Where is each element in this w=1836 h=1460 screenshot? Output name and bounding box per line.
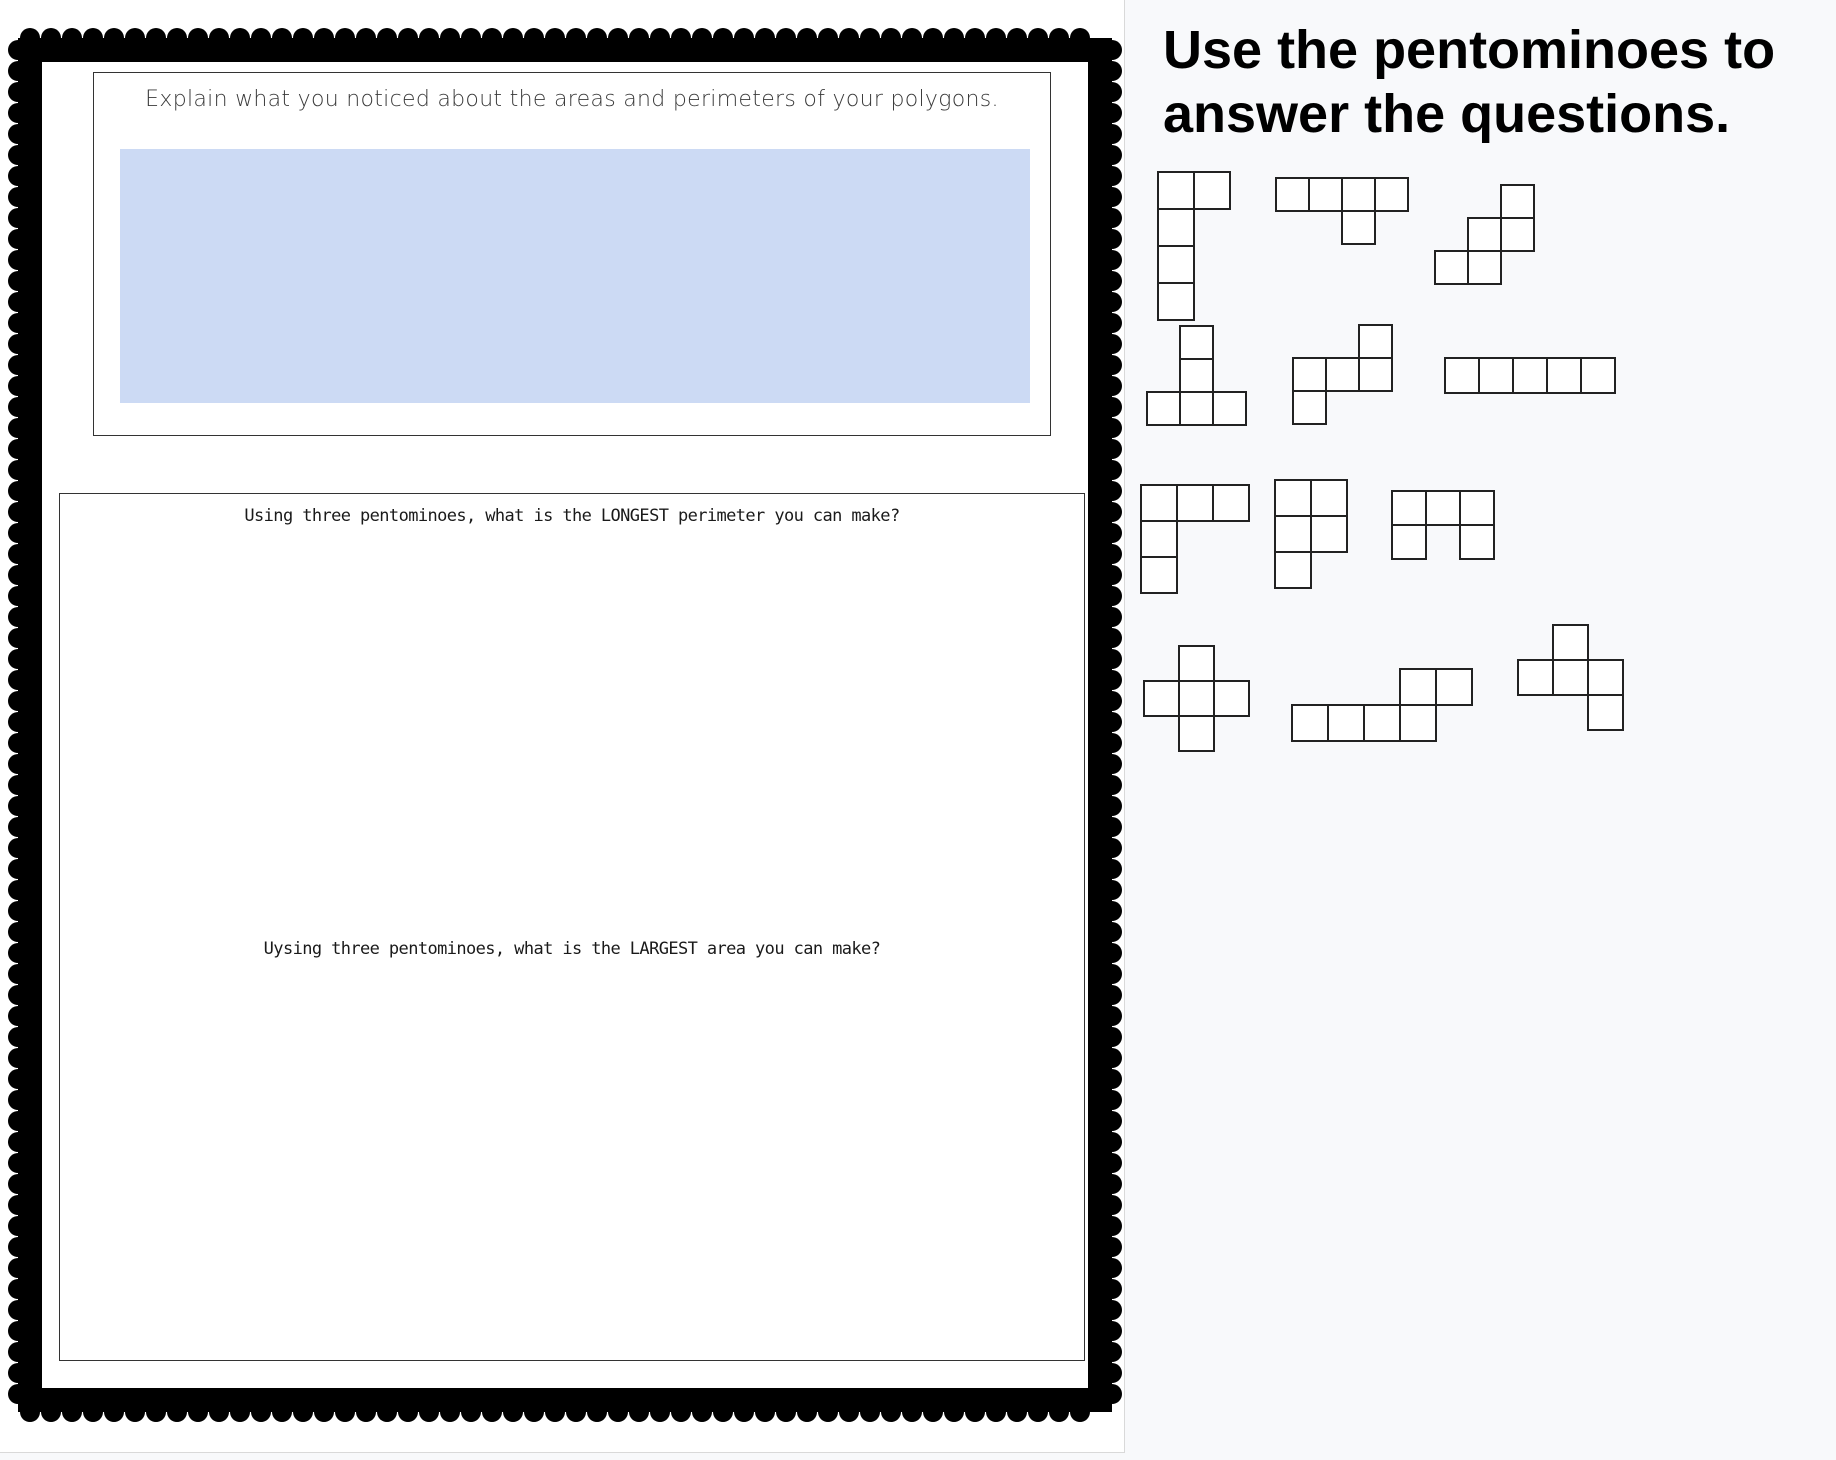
pentomino-y-shape[interactable] bbox=[1276, 178, 1408, 244]
pentomino-n-shape[interactable] bbox=[1293, 325, 1392, 424]
pentomino-t-shape[interactable] bbox=[1147, 326, 1246, 425]
instructions-title: Use the pentominoes to answer the questions. bbox=[1163, 20, 1776, 144]
pentomino-i-shape[interactable] bbox=[1445, 358, 1615, 393]
pentomino-w-shape[interactable] bbox=[1435, 185, 1534, 284]
pentomino-v-shape[interactable] bbox=[1141, 485, 1249, 593]
pentomino-l-shape[interactable] bbox=[1292, 669, 1472, 741]
pentomino-z-shape[interactable] bbox=[1518, 625, 1623, 730]
pentomino-u-shape[interactable] bbox=[1392, 491, 1494, 559]
pentomino-f-l-shape[interactable] bbox=[1158, 172, 1230, 320]
pentomino-x-shape[interactable] bbox=[1144, 646, 1249, 751]
pentomino-p-shape[interactable] bbox=[1275, 480, 1347, 588]
explain-prompt-text: Explain what you noticed about the areas and perimeters of your polygons. bbox=[145, 87, 999, 112]
longest-perimeter-question: Using three pentominoes, what is the LONGEST perimeter you can make? bbox=[244, 506, 900, 526]
largest-area-question: Uysing three pentominoes, what is the LARGEST area you can make? bbox=[263, 939, 881, 959]
